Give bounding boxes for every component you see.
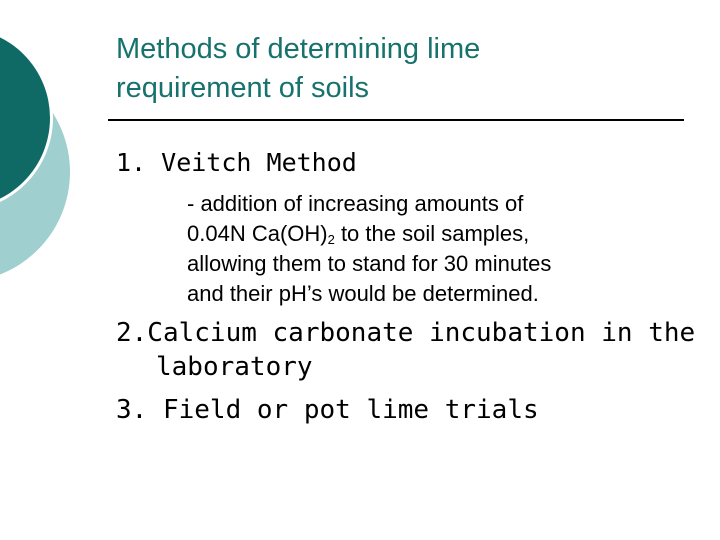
title-line-1: Methods of determining lime	[116, 33, 481, 65]
item-1-heading: 1. Veitch Method	[116, 148, 357, 177]
title-divider	[108, 119, 684, 121]
item-2-line-1: 2.Calcium carbonate incubation in the	[116, 318, 696, 348]
subscript-2: 2	[327, 232, 335, 247]
item-2-line-2: laboratory	[156, 352, 313, 382]
item-1-detail-line-2	[187, 221, 529, 247]
detail-line-2-end: to the soil samples,	[334, 221, 530, 246]
item-1-detail-line-3: allowing them to stand for 30 minutes	[187, 251, 552, 276]
title-line-2: requirement of soils	[116, 72, 370, 104]
item-3-heading: 3. Field or pot lime trials	[116, 395, 539, 425]
decorative-circles	[0, 0, 90, 300]
item-1-detail-line-1: - addition of increasing amounts of	[187, 191, 524, 216]
item-1-detail-line-4: and their pH’s would be determined.	[187, 281, 539, 306]
detail-line-2-start: 0.04N Ca(OH)	[187, 221, 328, 246]
slide-title	[116, 30, 696, 108]
